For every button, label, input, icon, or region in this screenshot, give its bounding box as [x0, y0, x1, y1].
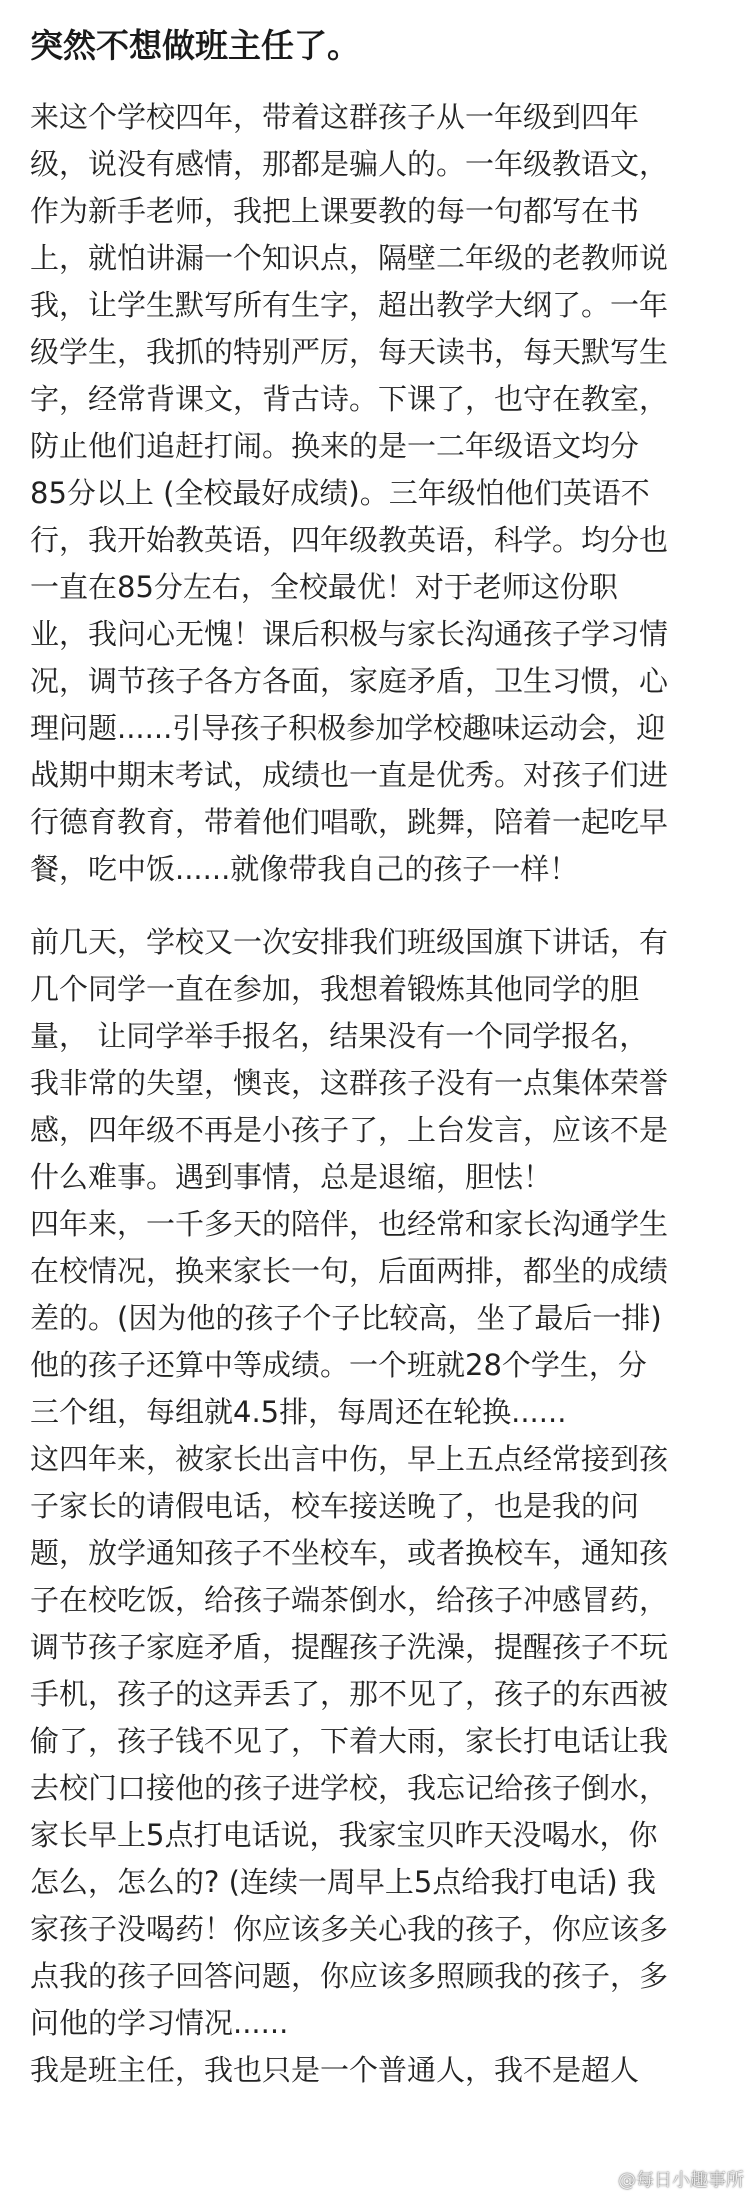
text-line: 感，四年级不再是小孩子了，上台发言，应该不是: [30, 1113, 669, 1147]
text-line: 在校情况，换来家长一句，后面两排，都坐的成绩: [30, 1254, 669, 1288]
text-line: 前几天，学校又一次安排我们班级国旗下讲话，有: [30, 925, 669, 959]
text-line: 我非常的失望，懊丧，这群孩子没有一点集体荣誉: [30, 1066, 669, 1100]
post-content: [30, 20, 730, 2094]
text-line: 子在校吃饭，给孩子端茶倒水，给孩子冲感冒药，: [30, 1583, 669, 1617]
text-line: 85分以上 (全校最好成绩)。三年级怕他们英语不: [30, 476, 650, 510]
text-line: 我是班主任，我也只是一个普通人，我不是超人: [30, 2053, 640, 2087]
text-line: 去校门口接他的孩子进学校，我忘记给孩子倒水，: [30, 1771, 669, 1805]
text-line: 点我的孩子回答问题，你应该多照顾我的孩子，多: [30, 1959, 669, 1993]
text-line: 来这个学校四年，带着这群孩子从一年级到四年: [30, 100, 640, 134]
text-line: 行德育教育，带着他们唱歌，跳舞，陪着一起吃早: [30, 805, 669, 839]
text-line: 三个组，每组就4.5排，每周还在轮换......: [30, 1395, 567, 1429]
text-line: 理问题......引导孩子积极参加学校趣味运动会，迎: [30, 711, 666, 745]
text-line: 上，就怕讲漏一个知识点，隔壁二年级的老教师说: [30, 241, 669, 275]
text-line: 量， 让同学举手报名，结果没有一个同学报名，: [30, 1019, 649, 1053]
text-line: 家长早上5点打电话说，我家宝贝昨天没喝水，你: [30, 1818, 658, 1852]
text-line: 字，经常背课文，背古诗。下课了，也守在教室，: [30, 382, 669, 416]
text-line: 他的孩子还算中等成绩。一个班就28个学生，分: [30, 1348, 647, 1382]
paragraph-2: [30, 919, 730, 2094]
paragraph-1: [30, 94, 730, 893]
text-line: 业，我问心无愧！课后积极与家长沟通孩子学习情: [30, 617, 669, 651]
text-line: 战期中期末考试，成绩也一直是优秀。对孩子们进: [30, 758, 669, 792]
text-line: 四年来，一千多天的陪伴，也经常和家长沟通学生: [30, 1207, 669, 1241]
text-line: 这四年来，被家长出言中伤，早上五点经常接到孩: [30, 1442, 669, 1476]
text-line: 我，让学生默写所有生字，超出教学大纲了。一年: [30, 288, 669, 322]
text-line: 题，放学通知孩子不坐校车，或者换校车，通知孩: [30, 1536, 669, 1570]
text-line: 防止他们追赶打闹。换来的是一二年级语文均分: [30, 429, 640, 463]
text-line: 级学生，我抓的特别严厉，每天读书，每天默写生: [30, 335, 669, 369]
text-line: 什么难事。遇到事情，总是退缩，胆怯！: [30, 1160, 553, 1194]
text-line: 家孩子没喝药！你应该多关心我的孩子，你应该多: [30, 1912, 669, 1946]
text-line: 调节孩子家庭矛盾，提醒孩子洗澡，提醒孩子不玩: [30, 1630, 669, 1664]
text-line: 偷了，孩子钱不见了，下着大雨，家长打电话让我: [30, 1724, 669, 1758]
paragraph-gap: [30, 893, 730, 919]
text-line: 问他的学习情况......: [30, 2006, 289, 2040]
text-line: 况，调节孩子各方各面，家庭矛盾，卫生习惯，心: [30, 664, 669, 698]
text-line: 几个同学一直在参加，我想着锻炼其他同学的胆: [30, 972, 640, 1006]
text-line: 级，说没有感情，那都是骗人的。一年级教语文，: [30, 147, 669, 181]
text-line: 子家长的请假电话，校车接送晚了，也是我的问: [30, 1489, 640, 1523]
text-line: 作为新手老师，我把上课要教的每一句都写在书: [30, 194, 640, 228]
text-line: 餐，吃中饭......就像带我自己的孩子一样！: [30, 852, 579, 886]
text-line: 怎么，怎么的? (连续一周早上5点给我打电话) 我: [30, 1865, 656, 1899]
text-line: 手机，孩子的这弄丢了，那不见了，孩子的东西被: [30, 1677, 669, 1711]
post-title: 突然不想做班主任了。: [30, 26, 360, 65]
watermark: @每日小趣事所: [618, 2170, 744, 2191]
text-line: 差的。(因为他的孩子个子比较高，坐了最后一排): [30, 1301, 662, 1335]
text-line: 一直在85分左右，全校最优！对于老师这份职: [30, 570, 618, 604]
text-line: 行，我开始教英语，四年级教英语，科学。均分也: [30, 523, 669, 557]
